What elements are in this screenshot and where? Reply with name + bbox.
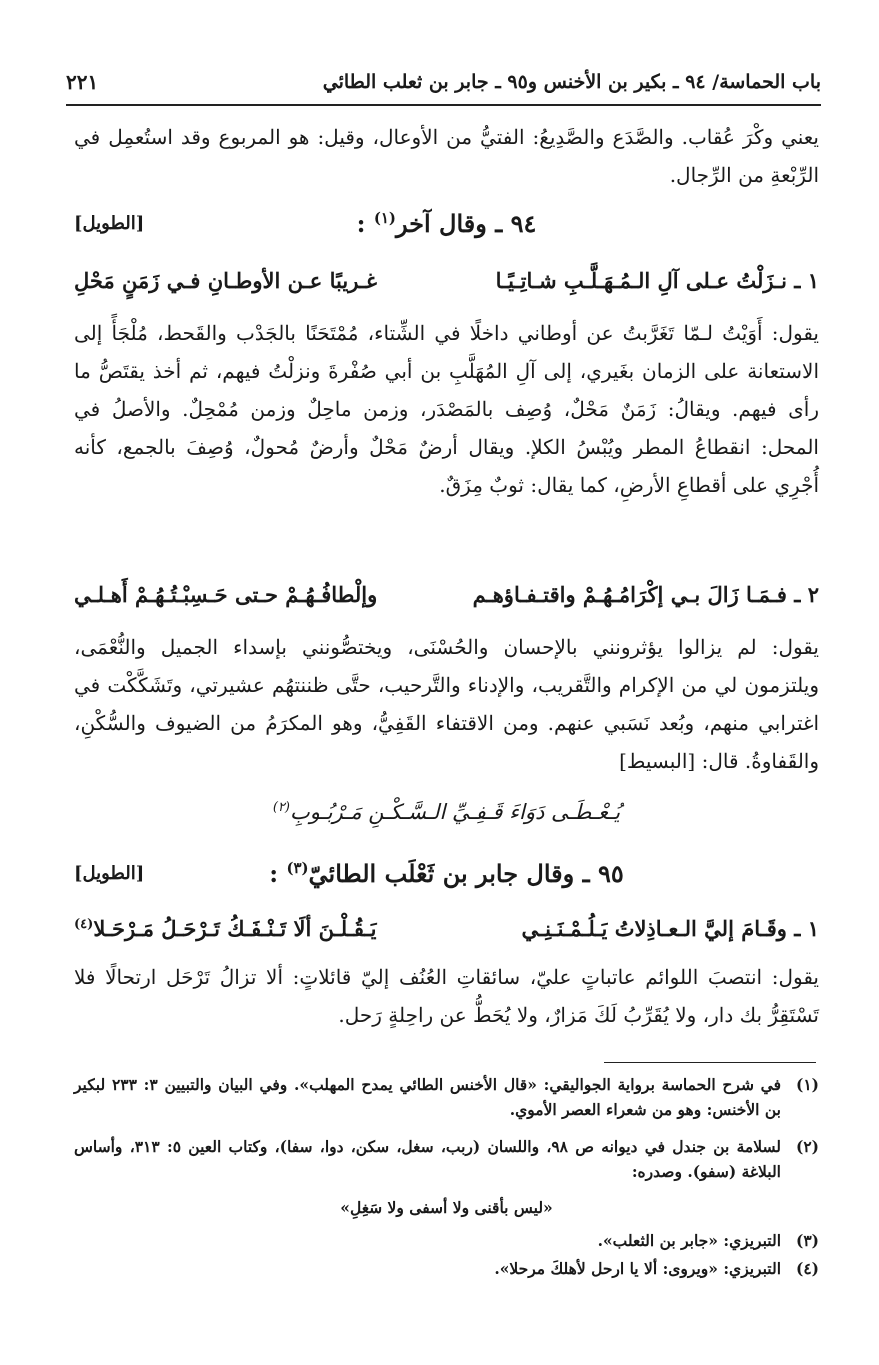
footnote-3 [74,1228,819,1253]
verse-94-2-second-hemistich: وإلْطافُـهُـمْ حـتى حَـسِبْـتُـهُـمْ أَهـلـي [74,581,378,607]
header-rule [66,104,821,106]
page-number: ٢٢١ [66,70,99,94]
verse-95-1-second-hemistich: يَـقُـلْـنَ ألَا تَـنْـفَـكُ تَـرْحَـلُ مَـرْحَـلا$^{(٤)}$ [74,915,377,941]
intro-paragraph: يعني وكْرَ عُقاب. والصَّدَع والصَّدِيعُ: الفتيُّ من الأوعال، وقيل: هو المربوع وقد استُعمِل في الرِّبْعةِ من الرِّجال. [74,125,819,187]
footnote-2-quoted-hemistich: «ليس بأقنى ولا أسفى ولا سَغِلِ» [340,1198,553,1217]
footnote-2 [74,1134,819,1184]
verse-95-1 [74,906,819,950]
verse-94-2 [74,572,819,616]
footnote-number: (١) [795,1075,819,1094]
footnote-ref-1[interactable]: (١) [373,208,396,227]
verse-94-1 [74,258,819,302]
running-header [66,60,821,104]
cited-verse: يُـعْـطَـى دَوَاءَ قَـفِـيِّ الـسَّـكْـنِ مَـرْبُـوبِ$^{(٢)}$ [272,800,621,824]
footnote-number: (٣) [795,1231,819,1250]
footnote-text: لسلامة بن جندل في ديوانه ص ٩٨، واللسان (ربب، سغل، سكن، دوا، سفا)، وكتاب العين ٥: ٣١٣، وأساس البلاغة (سفو). وصدره: [74,1137,782,1181]
footnote-separator [604,1062,816,1063]
footnote-ref-4[interactable]: (٤) [74,916,94,932]
footnote-number: (٤) [795,1259,819,1278]
verse-94-1-first-hemistich: ١ ـ نـزَلْتُ عـلى آلِ الـمُـهَـلَّـبِ شـاتِـيًـا [495,267,819,293]
verse-95-1-first-hemistich: ١ ـ وقَـامَ إليَّ الـعـاذِلاتُ يَـلُـمْـنَـنِـي [521,915,819,941]
footnote-text: في شرح الحماسة برواية الجواليقي: «قال الأخنس الطائي يمدح المهلب». وفي البيان والتبيين ٣: ٢٣٣ لبكير بن الأخنس: وهو من شعراء العصر الأموي. [74,1075,781,1119]
commentary-94-1: يقول: أَوَيْتُ لـمّا تَغَرَّبتُ عن أوطاني داخلًا في الشِّتاء، مُمْتَحَنًا بالجَدْب والقَحط، مُلْجَأً إلى الاستعانة على الزمان بغَيري، إلى آلِ المُهَلَّبِ بن أبي صُفْرةَ ونزلْتُ فيهم، ثم أخذ يقتَصُّ ما رأى فيهم. ويقالُ: زَمَنٌ مَحْلٌ، وُصِف بالمَصْدَر، وزمن ماحِلٌ وزمن مُمْحِلٌ. والأصلُ في المحل: انقطاعُ المطر ويُبْسُ الكلإ. ويقال أرضٌ مَحْلٌ وأرضٌ مُحولٌ، وُصِفَ بالجمع، كأنه أُجْرِي على أقطاعِ الأرضِ، كما يقال: ثوبٌ مِزَقٌ. [74,321,820,497]
running-title: باب الحماسة/ ٩٤ ـ بكير بن الأخنس و٩٥ ـ جابر بن ثعلب الطائي [322,71,821,93]
section-95-meter: [الطويل] [74,862,145,884]
footnote-ref-2[interactable]: (٢) [272,800,290,815]
footnote-text: التبريزي: «جابر بن الثعلب». [597,1231,781,1250]
verse-94-1-second-hemistich: غـريبًا عـن الأوطـانِ فـي زَمَنٍ مَحْلِ [74,267,377,293]
section-94-heading [74,200,819,246]
footnote-4 [74,1256,819,1281]
footnote-1 [74,1072,819,1122]
commentary-94-2: يقول: لم يزالوا يؤثرونني بالإحسان والحُسْنَى، ويختصُّونني بإسداء الجميل والنُّعْمَى، ويلتزمون لي من الإكرام والتَّقريب، والإدناء والتَّرحيب، حتَّى ظننتهُم عشيرتي، وتَشَكَّكْت في اغترابي منهم، وبُعد نَسَبي عنهم. ومن الاقتفاء القَفِيُّ، وهو المكرَمُ من الضيوف والسُّكْنِ، والقَفاوةُ. قال: [البسيط] [74,635,819,773]
section-94-meter: [الطويل] [74,212,145,234]
section-95-heading [74,850,819,896]
footnote-ref-3[interactable]: (٣) [286,858,309,877]
section-94-title: ٩٤ ـ وقال آخر$^{(١)}$ : [356,208,537,238]
footnote-text: التبريزي: «ويروى: ألا يا ارحل لأهلكَ مرحلا». [494,1259,781,1278]
section-95-title: ٩٥ ـ وقال جابر بن ثَعْلَب الطائيّ$^{(٣)}$ : [269,858,624,888]
verse-94-2-first-hemistich: ٢ ـ فـمَـا زَالَ بـي إكْرَامُـهُـمْ واقتـفـاؤهـم [472,581,819,607]
footnote-number: (٢) [795,1137,819,1156]
commentary-95-1: يقول: انتصبَ اللوائم عاتباتٍ عليّ، سائقاتِ العُنُف إليّ قائلاتٍ: ألا تزالُ تَرْحَل ارتحالًا فلا تَسْتَقِرُّ بك دار، ولا يُقَرِّبُ لَكَ مَزارٌ، ولا يُحَطُّ عن راحِلةٍ رَحل. [74,965,819,1027]
